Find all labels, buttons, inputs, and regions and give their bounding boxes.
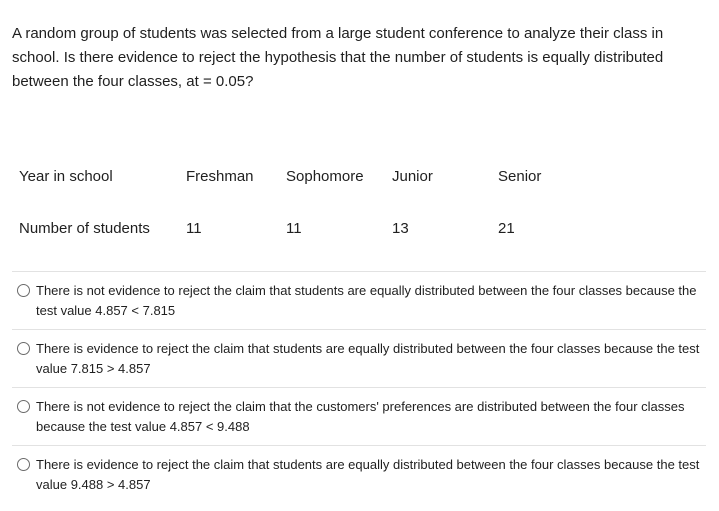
answer-option-label: There is evidence to reject the claim that students are equally distributed between the four classes because the test value 9.488 > 4.857 [36, 457, 700, 492]
answer-option-label: There is not evidence to reject the claim that the customers' preferences are distributed between the four classes because the test value 4.857 < 9.488 [36, 399, 685, 434]
table-cell: Sophomore [286, 167, 364, 185]
table-row [12, 202, 588, 254]
answer-options [12, 271, 706, 503]
radio-button[interactable] [17, 458, 30, 471]
table-cell: 11 [286, 219, 302, 237]
radio-button[interactable] [17, 342, 30, 355]
table-cell: Senior [498, 167, 542, 185]
radio-button[interactable] [17, 400, 30, 413]
answer-option-3[interactable] [12, 388, 706, 446]
table-cell: Number of students [19, 219, 150, 237]
question-text: A random group of students was selected from a large student conference to analyze their class in school. Is there evidence to reject the hypothesis that the number of students is equally distributed between the four classes, at = 0.05? [12, 25, 664, 90]
table-cell: Freshman [186, 167, 254, 185]
answer-option-4[interactable] [12, 446, 706, 503]
data-table [12, 150, 588, 254]
table-cell: Junior [392, 167, 433, 185]
answer-option-2[interactable] [12, 330, 706, 388]
table-cell: 21 [498, 219, 515, 237]
table-cell: 13 [392, 219, 409, 237]
radio-button[interactable] [17, 284, 30, 297]
answer-option-1[interactable] [12, 272, 706, 330]
table-cell: 11 [186, 219, 202, 237]
table-cell: Year in school [19, 167, 113, 185]
answer-option-label: There is not evidence to reject the claim that students are equally distributed between the four classes because the test value 4.857 < 7.815 [36, 283, 697, 318]
table-header-row [12, 150, 588, 202]
answer-option-label: There is evidence to reject the claim that students are equally distributed between the four classes because the test value 7.815 > 4.857 [36, 341, 700, 376]
